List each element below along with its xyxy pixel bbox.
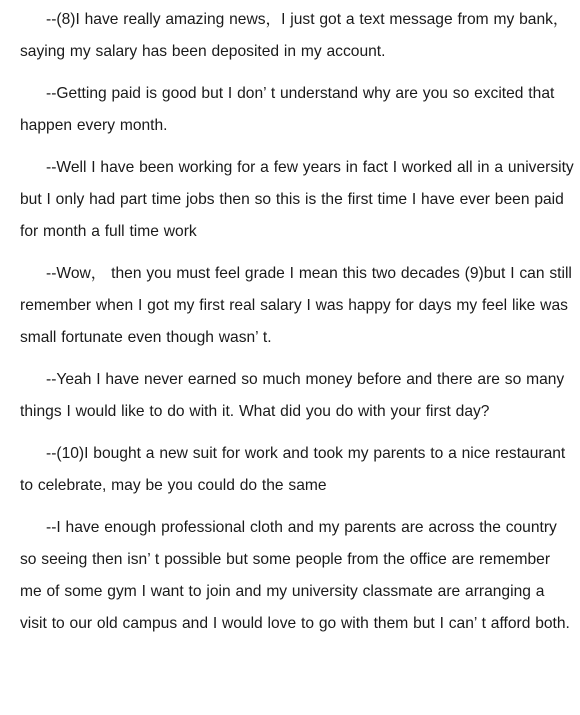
dialogue-paragraph-2: --Getting paid is good but I don’ t understand why are you so excited that happen every month.: [20, 85, 555, 134]
dialogue-paragraph-1: --(8)I have really amazing news，I just got a text message from my bank， saying my salary has been deposited in my account.: [20, 11, 569, 60]
dialogue-paragraph-7: --I have enough professional cloth and my parents are across the country so seeing then isn’ t possible but some people from the office are remember me of some gym I want to join and my university classmate are arranging a visit to our old campus and I would love to go with them but I can’ t afford both.: [20, 519, 570, 632]
dialogue-paragraph-4: --Wow， then you must feel grade I mean this two decades (9)but I can still remember when I got my first real salary I was happy for days my feel like was small fortunate even though wasn’ t.: [20, 265, 572, 346]
dialogue-paragraph-6: --(10)I bought a new suit for work and took my parents to a nice restaurant to celebrate, may be you could do the same: [20, 445, 566, 494]
dialogue-paragraph-5: --Yeah I have never earned so much money before and there are so many things I would like to do with it. What did you do with your first day?: [20, 371, 565, 420]
dialogue-paragraph-3: --Well I have been working for a few years in fact I worked all in a university but I only had part time jobs then so this is the first time I have ever been paid for month a full time work: [20, 159, 574, 240]
